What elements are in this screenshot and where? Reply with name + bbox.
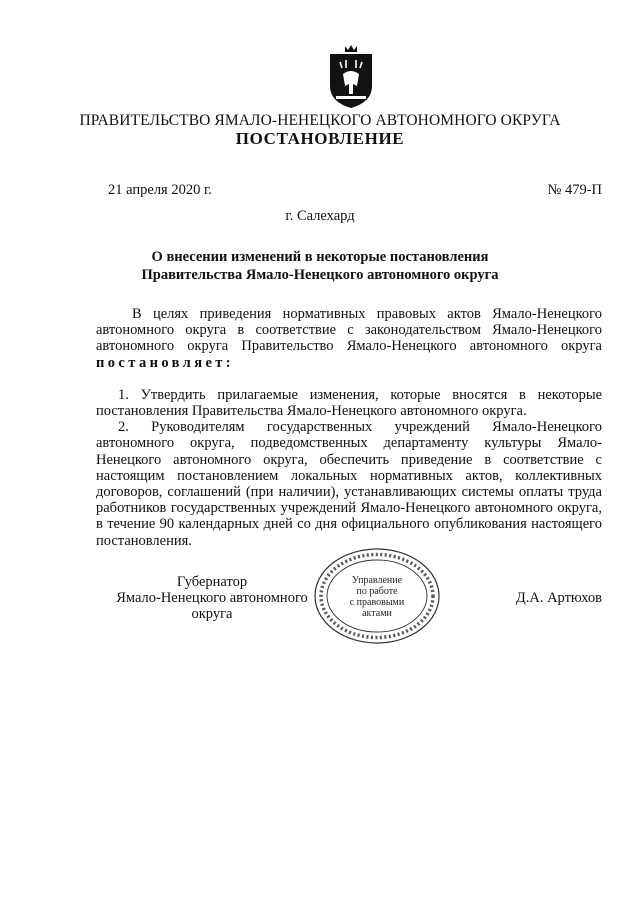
organization-name: ПРАВИТЕЛЬСТВО ЯМАЛО-НЕНЕЦКОГО АВТОНОМНОГО ОКРУГА xyxy=(79,112,561,129)
document-city: г. Салехард xyxy=(285,208,355,224)
stamp-label xyxy=(340,575,414,619)
document-title xyxy=(0,248,640,284)
stamp-label-line-2: по работе xyxy=(356,586,398,597)
document-number: № 479-П xyxy=(547,182,602,198)
signatory-name: Д.А. Артюхов xyxy=(515,590,602,606)
preamble-paragraph xyxy=(96,306,602,371)
item-1-paragraph: 1. Утвердить прилагаемые изменения, которые вносятся в некоторые постановления Правительства Ямало-Ненецкого автономного округа. xyxy=(96,386,602,420)
signatory-position-line-1: Губернатор xyxy=(176,574,248,590)
document-title-line-1: О внесении изменений в некоторые постановления xyxy=(151,249,489,265)
decree-word: постановляет: xyxy=(96,354,235,371)
signatory-position xyxy=(96,574,328,623)
document-date: 21 апреля 2020 г. xyxy=(108,182,212,198)
stamp-label-line-1: Управление xyxy=(351,575,403,586)
signatory-position-line-2: Ямало-Ненецкого автономного округа xyxy=(116,590,308,623)
preamble-text: В целях приведения нормативных правовых актов Ямало-Ненецкого автономного округа в соответствие с законодательством Ямало-Ненецкого автономного округа Правительство Ямало-Ненецкого автономного округа xyxy=(96,306,602,355)
coat-of-arms-icon xyxy=(326,44,376,110)
stamp-label-line-3: с правовыми xyxy=(349,597,405,608)
item-2-paragraph: 2. Руководителям государственных учреждений Ямало-Ненецкого автономного округа, подведомственных департаменту культуры Ямало-Ненецкого автономного округа, обеспечить приведение в соответствие с настоящим постановлением локальных нормативных актов, коллективных договоров, соглашений (при наличии), устанавливающих системы оплаты труда работников государственных учреждений Ямало-Ненецкого автономного округа, в течение 90 календарных дней со дня официального опубликования настоящего постановления. xyxy=(96,419,602,549)
stamp-label-line-4: актами xyxy=(362,608,392,619)
document-body xyxy=(96,306,602,549)
document-type: ПОСТАНОВЛЕНИЕ xyxy=(235,129,405,148)
document-title-line-2: Правительства Ямало-Ненецкого автономного округа xyxy=(141,267,499,283)
